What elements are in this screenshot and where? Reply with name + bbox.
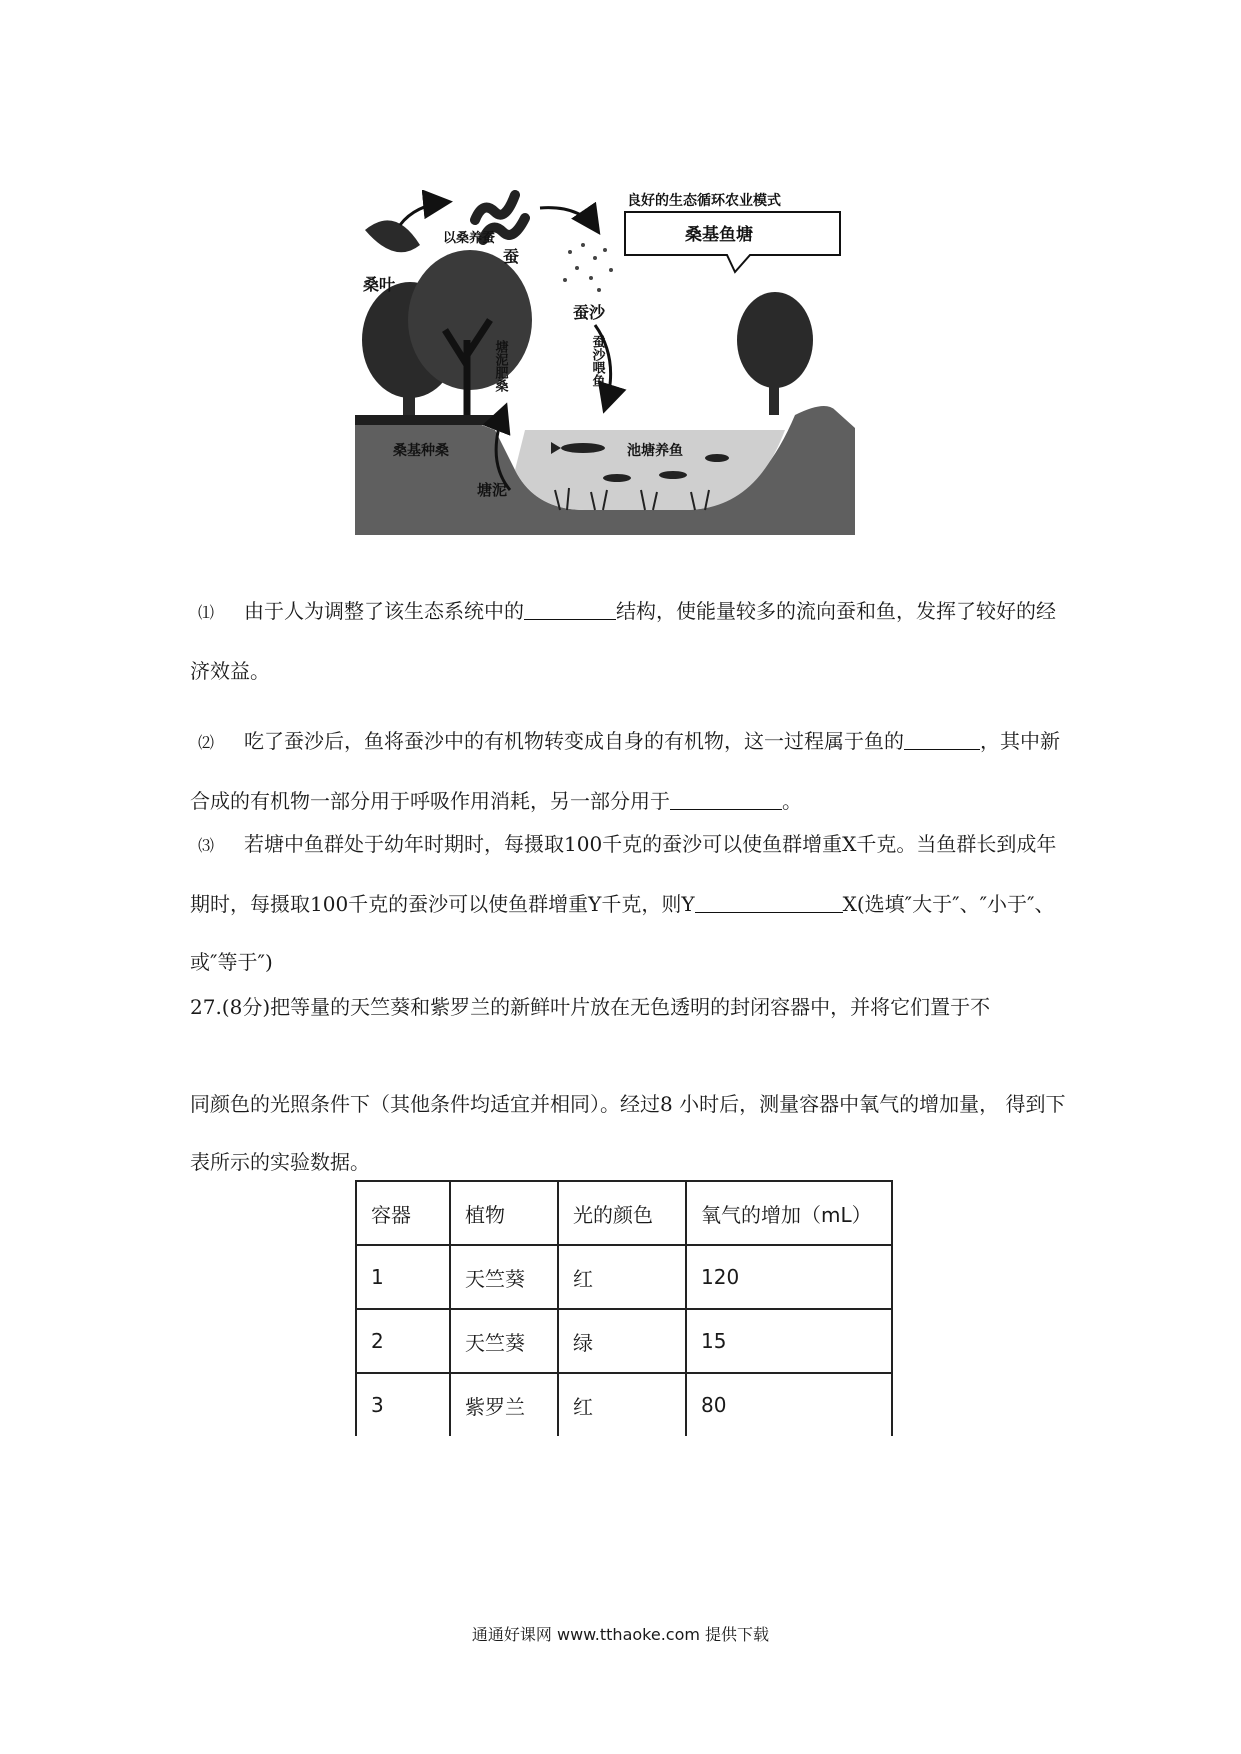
table-cell: 天竺葵	[450, 1309, 558, 1373]
question-1-number: ⑴	[198, 603, 215, 622]
question-1-text-a: 由于人为调整了该生态系统中的	[244, 599, 524, 623]
question-2-number: ⑵	[198, 733, 215, 752]
table-header-cell: 植物	[450, 1181, 558, 1245]
table-cell: 1	[356, 1245, 450, 1309]
eco-cycle-diagram	[355, 190, 855, 535]
label-feed-silkworm: 以桑养蚕	[443, 231, 496, 246]
table-cell: 红	[558, 1373, 686, 1436]
question-27-line-2: 同颜色的光照条件下（其他条件均适宜并相同）。经过8 小时后，测量容器中氧气的增加量， 得到下表所示的实验数据。	[190, 1092, 1066, 1174]
question-3-text-a: 若塘中鱼群处于幼年时期时，每摄取100千克的蚕沙可以使鱼群增重X千克。当鱼群长到成年期时，每摄取100千克的蚕沙可以使鱼群增重Y千克，则Y	[190, 832, 1057, 916]
label-mulberry-base: 桑基种桑	[393, 443, 449, 459]
table-row	[356, 1309, 892, 1373]
question-3	[190, 815, 1070, 991]
silkworm-sand-dots	[563, 243, 613, 292]
table-cell: 绿	[558, 1309, 686, 1373]
label-silkworm-sand: 蚕沙	[573, 303, 606, 322]
question-27-line-1: 27.(8分)把等量的天竺葵和紫罗兰的新鲜叶片放在无色透明的封闭容器中，并将它们置于不	[190, 995, 991, 1019]
arrow-silkworm-to-sand	[540, 208, 597, 230]
table-cell: 红	[558, 1245, 686, 1309]
question-2-text-a: 吃了蚕沙后，鱼将蚕沙中的有机物转变成自身的有机物，这一过程属于鱼的	[244, 729, 904, 753]
table-cell: 120	[686, 1245, 892, 1309]
mulberry-leaf-icon	[365, 220, 420, 252]
label-silkworm: 蚕	[503, 247, 520, 266]
question-2-blank-1[interactable]	[904, 729, 980, 750]
question-2	[190, 712, 1070, 830]
label-mulberry-leaf: 桑叶	[363, 275, 396, 294]
label-pond-mud: 塘泥	[477, 481, 508, 499]
label-pond-fish: 池塘养鱼	[627, 443, 683, 459]
table-row	[356, 1245, 892, 1309]
question-2-text-b: ，其中新合成的有机物一部分用于呼吸作用消耗，另一部分用于	[190, 729, 1060, 813]
table-cell: 天竺葵	[450, 1245, 558, 1309]
question-1	[190, 582, 1070, 700]
table-header-row	[356, 1181, 892, 1245]
table-cell: 3	[356, 1373, 450, 1436]
table-header-cell: 容器	[356, 1181, 450, 1245]
question-2-text-c: 。	[782, 789, 802, 813]
table-cell: 2	[356, 1309, 450, 1373]
table-row	[356, 1373, 892, 1436]
mulberry-tree-right	[737, 292, 813, 415]
label-mud-fertilize: 塘泥肥桑	[492, 340, 508, 392]
callout-text: 桑基鱼塘	[685, 225, 753, 245]
question-3-text-b: X(选填″大于″、″小于″、或″等于″)	[190, 892, 1055, 974]
arrow-leaf-to-silkworm	[400, 202, 447, 225]
question-3-number: ⑶	[198, 836, 215, 855]
table-cell: 紫罗兰	[450, 1373, 558, 1436]
oxygen-data-table	[355, 1180, 893, 1436]
page-footer: 通通好课网 www.tthaoke.com 提供下载	[471, 1625, 770, 1644]
table-cell: 80	[686, 1373, 892, 1436]
table-cell: 15	[686, 1309, 892, 1373]
table-header-cell: 氧气的增加（mL）	[686, 1181, 892, 1245]
table-header-cell: 光的颜色	[558, 1181, 686, 1245]
question-1-blank[interactable]	[524, 599, 616, 620]
eco-cycle-figure	[355, 190, 855, 535]
figure-title: 良好的生态循环农业模式	[627, 193, 781, 209]
question-2-blank-2[interactable]	[670, 789, 782, 810]
question-3-blank[interactable]	[695, 892, 843, 913]
question-1-text-b: 结构，使能量较多的流向蚕和鱼，发挥了较好的经济效益。	[190, 599, 1056, 683]
label-sand-feed-fish: 蚕沙喂鱼	[589, 335, 605, 387]
